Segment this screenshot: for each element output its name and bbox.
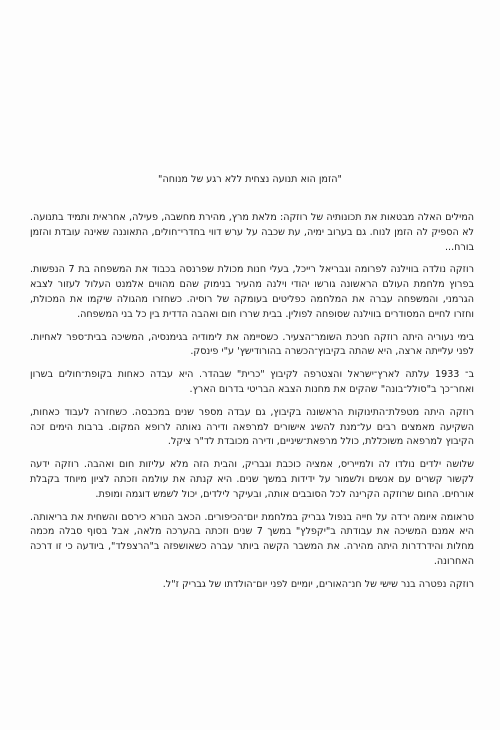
paragraph: בימי נעוריה היתה רוזקה חניכת השומר־הצעיר. כשסיימה את לימודיה בגימנסיה, המשיכה בבית־ספר לאחיות. לפני עלייתה ארצה, היא שהתה בקיבוץ־הכשרה בהורודישץ' ע"י פינסק.	[30, 331, 474, 358]
paragraph: רוזקה נולדה בווילנה לפרומה וגבריאל רייכל, בעלי חנות מכולת שפרנסה בכבוד את המשפחה בת 7 הנפשות. בפרוץ מלחמת העולם הראשונה גורשו יהודי וילנה מהעיר בנימוק שהם מהווים אלמנט העלול לעזור לצבא הגרמני, והמשפחה עברה את המלחמה כפליטים בעומקה של רוסיה. כשחזרו מהגולה שיקמו את המכולת, וחזרו לחיים המסודרים בווילנה שסופחה לפולין. בבית שררו חום ואהבה הדדית בין כל בני המשפחה.	[30, 264, 474, 320]
paragraph: רוזקה היתה מטפלת־התינוקות הראשונה בקיבוץ, גם עבדה מספר שנים במכבסה. כשחזרה לעבוד כאחות, השקיעה מאמצים רבים על־מנת להשיג אישורים למרפאה ודירה נאותה לרופא המקום. ברבות הימים זכה הקיבוץ למרפאה משוכללת, כולל מרפאת־שיניים, ודירה מכובדת לד"ר ציקל.	[30, 406, 474, 448]
paragraph: ב־ 1933 עלתה לארץ־ישראל והצטרפה לקיבוץ "כרית" שבהדר. היא עבדה כאחות בקופת־חולים בשרון ואחר־כך ב"סולל־בונה" שהקים את מחנות הצבא הבריטי בדרום הארץ.	[30, 369, 474, 395]
epigraph-quote: "הזמן הוא תנועה נצחית ללא רגע של מנוחה"	[158, 174, 342, 185]
document-body	[30, 211, 474, 601]
paragraph: המילים האלה מבטאות את תכונותיה של רוזקה: מלאת מרץ, מהירת מחשבה, פעילה, אחראית ותמיד בתנועה. לא הספיק לה הזמן לנוח. גם בערוב ימיה, עת שכבה על ערש דווי בחדרי־חולים, התאוננה שאינה עובדת והזמן בורח...	[30, 212, 474, 253]
paragraph: רוזקה נפטרה בנר שישי של חנ־האורים, יומיים לפני יום־הולדתו של גבריק ז"ל.	[162, 578, 474, 590]
paragraph: טראומה איומה ירדה על חייה בנפול גבריק במלחמת יום־הכיפורים. הכאב הנורא כירסם והשחית את בריאותה. היא אמנם המשיכה את עבודתה ב"יקפלץ" במשך 7 שנים וזכתה בהערכה מלאה, אבל בסוף סבלה מכמה מחלות והידרדרות היתה מהירה. את המשבר הקשה ביותר עברה כשאושפזה ב"הרצפלד", ביודעה כי זו דרכה האחרונה.	[30, 511, 474, 567]
paragraph: שלושה ילדים נולדו לה ולמייריס, אמציה כוכבת וגבריק, והבית הזה מלא עליזות חום ואהבה. רוזקה ידעה לקשור קשרים עם אנשים ולשמור על ידידות במשך שנים. היא קנתה את עולמה וזכתה לציון מיוחד בקבלת אורחים. החום שרוזקה הקרינה לכל הסובבים אותה, ובעיקר לילדים, יכול לשמש דוגמה ומופת.	[30, 459, 474, 500]
